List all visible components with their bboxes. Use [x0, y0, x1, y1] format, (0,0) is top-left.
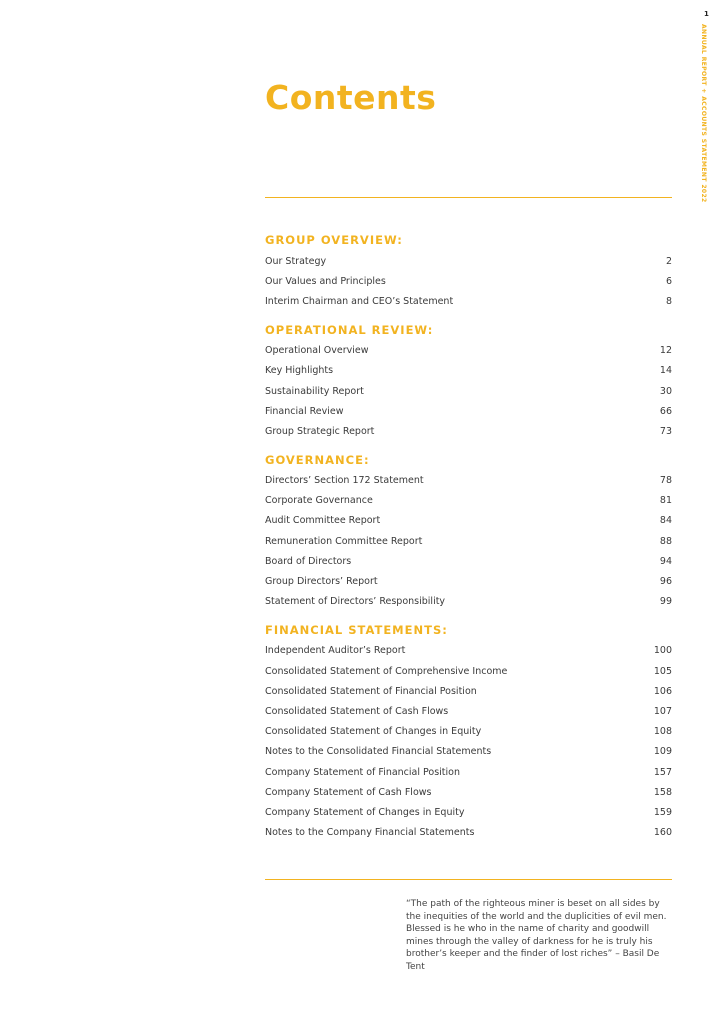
toc-entry[interactable] — [265, 471, 672, 491]
toc-entry[interactable] — [265, 491, 672, 511]
toc-entry-label: Group Strategic Report — [265, 425, 375, 437]
toc-entry[interactable] — [265, 701, 672, 721]
toc-entry-page: 6 — [665, 275, 672, 287]
toc-entry-page: 66 — [659, 405, 672, 417]
toc-entry-label: Interim Chairman and CEO’s Statement — [265, 295, 454, 307]
toc-entry-page: 81 — [659, 495, 672, 507]
toc-entry[interactable] — [265, 722, 672, 742]
toc-entry-page: 157 — [653, 766, 672, 778]
toc-entry-label: Company Statement of Cash Flows — [265, 786, 432, 798]
section-heading: GOVERNANCE: — [265, 452, 370, 467]
toc-section — [265, 320, 672, 442]
toc-entry[interactable] — [265, 511, 672, 531]
toc-entry[interactable] — [265, 782, 672, 802]
toc-section — [265, 230, 672, 312]
toc-entry-page: 160 — [653, 827, 672, 839]
toc-entry[interactable] — [265, 381, 672, 401]
toc-entry[interactable] — [265, 291, 672, 311]
toc-entry-page: 94 — [659, 555, 672, 567]
toc-entry-label: Operational Overview — [265, 345, 369, 357]
toc-entry-page: 12 — [659, 345, 672, 357]
toc-entry-label: Consolidated Statement of Comprehensive Income — [265, 665, 508, 677]
toc-entry[interactable] — [265, 661, 672, 681]
toc-section — [265, 450, 672, 612]
toc-entry-page: 8 — [665, 295, 672, 307]
toc-entry-page: 108 — [653, 726, 672, 738]
page-title: Contents — [265, 78, 437, 117]
toc-entry-label: Consolidated Statement of Changes in Equity — [265, 726, 482, 738]
toc-entry[interactable] — [265, 592, 672, 612]
toc-entry-page: 78 — [659, 475, 672, 487]
section-heading: FINANCIAL STATEMENTS: — [265, 622, 448, 637]
toc-entry-page: 14 — [659, 365, 672, 377]
page-number: 1 — [704, 10, 709, 18]
toc-entry-label: Key Highlights — [265, 365, 334, 377]
toc-entry-label: Financial Review — [265, 405, 344, 417]
toc-entry-label: Sustainability Report — [265, 385, 364, 397]
toc-entry-label: Independent Auditor’s Report — [265, 645, 406, 657]
toc-entry-label: Company Statement of Changes in Equity — [265, 806, 465, 818]
toc-entry-page: 100 — [653, 645, 672, 657]
section-heading: OPERATIONAL REVIEW: — [265, 322, 434, 337]
toc-entry-label: Our Values and Principles — [265, 275, 386, 287]
toc-entry[interactable] — [265, 251, 672, 271]
toc-entry-label: Directors’ Section 172 Statement — [265, 475, 424, 487]
toc-entry-label: Board of Directors — [265, 555, 352, 567]
toc-entry-label: Consolidated Statement of Financial Position — [265, 685, 477, 697]
toc-entry-page: 107 — [653, 705, 672, 717]
toc-entry[interactable] — [265, 681, 672, 701]
section-items — [265, 471, 672, 612]
toc-entry[interactable] — [265, 421, 672, 441]
toc-entry-label: Remuneration Committee Report — [265, 535, 423, 547]
toc-entry[interactable] — [265, 823, 672, 843]
toc-section — [265, 620, 672, 843]
toc-entry[interactable] — [265, 271, 672, 291]
toc-entry-page: 105 — [653, 665, 672, 677]
bottom-divider — [265, 879, 672, 880]
report-side-title: ANNUAL REPORT + ACCOUNTS STATEMENT 2022 — [700, 24, 707, 203]
toc-entry-label: Company Statement of Financial Position — [265, 766, 461, 778]
toc-entry[interactable] — [265, 802, 672, 822]
toc-entry-label: Our Strategy — [265, 255, 327, 267]
toc-entry-page: 109 — [653, 746, 672, 758]
toc-entry-label: Consolidated Statement of Cash Flows — [265, 705, 449, 717]
toc-entry[interactable] — [265, 341, 672, 361]
toc-entry[interactable] — [265, 571, 672, 591]
table-of-contents — [265, 230, 672, 843]
toc-entry-label: Notes to the Consolidated Financial Statements — [265, 746, 492, 758]
closing-quote: “The path of the righteous miner is beset on all sides by the inequities of the world and the duplicities of evil men. Blessed is he who in the name of charity and goodwill mines through the valley of darkness for he is truly his brother’s keeper and the finder of lost riches” – Basil De Tent — [406, 899, 667, 972]
toc-entry[interactable] — [265, 762, 672, 782]
section-items — [265, 341, 672, 442]
toc-entry[interactable] — [265, 531, 672, 551]
toc-entry-page: 2 — [665, 255, 672, 267]
toc-entry[interactable] — [265, 361, 672, 381]
toc-entry-page: 158 — [653, 786, 672, 798]
top-divider — [265, 197, 672, 198]
toc-entry-page: 73 — [659, 425, 672, 437]
toc-entry-page: 30 — [659, 385, 672, 397]
toc-entry[interactable] — [265, 551, 672, 571]
toc-entry-label: Group Directors’ Report — [265, 576, 378, 588]
toc-entry-page: 106 — [653, 685, 672, 697]
section-items — [265, 251, 672, 312]
toc-entry-label: Audit Committee Report — [265, 515, 381, 527]
toc-entry[interactable] — [265, 742, 672, 762]
toc-entry-page: 96 — [659, 576, 672, 588]
toc-entry-page: 159 — [653, 806, 672, 818]
section-items — [265, 641, 672, 843]
toc-entry-page: 84 — [659, 515, 672, 527]
toc-entry[interactable] — [265, 401, 672, 421]
toc-entry-page: 99 — [659, 596, 672, 608]
toc-entry-label: Statement of Directors’ Responsibility — [265, 596, 446, 608]
toc-entry-label: Corporate Governance — [265, 495, 373, 507]
section-heading: GROUP OVERVIEW: — [265, 233, 403, 247]
toc-entry[interactable] — [265, 641, 672, 661]
toc-entry-label: Notes to the Company Financial Statements — [265, 827, 475, 839]
toc-entry-page: 88 — [659, 535, 672, 547]
